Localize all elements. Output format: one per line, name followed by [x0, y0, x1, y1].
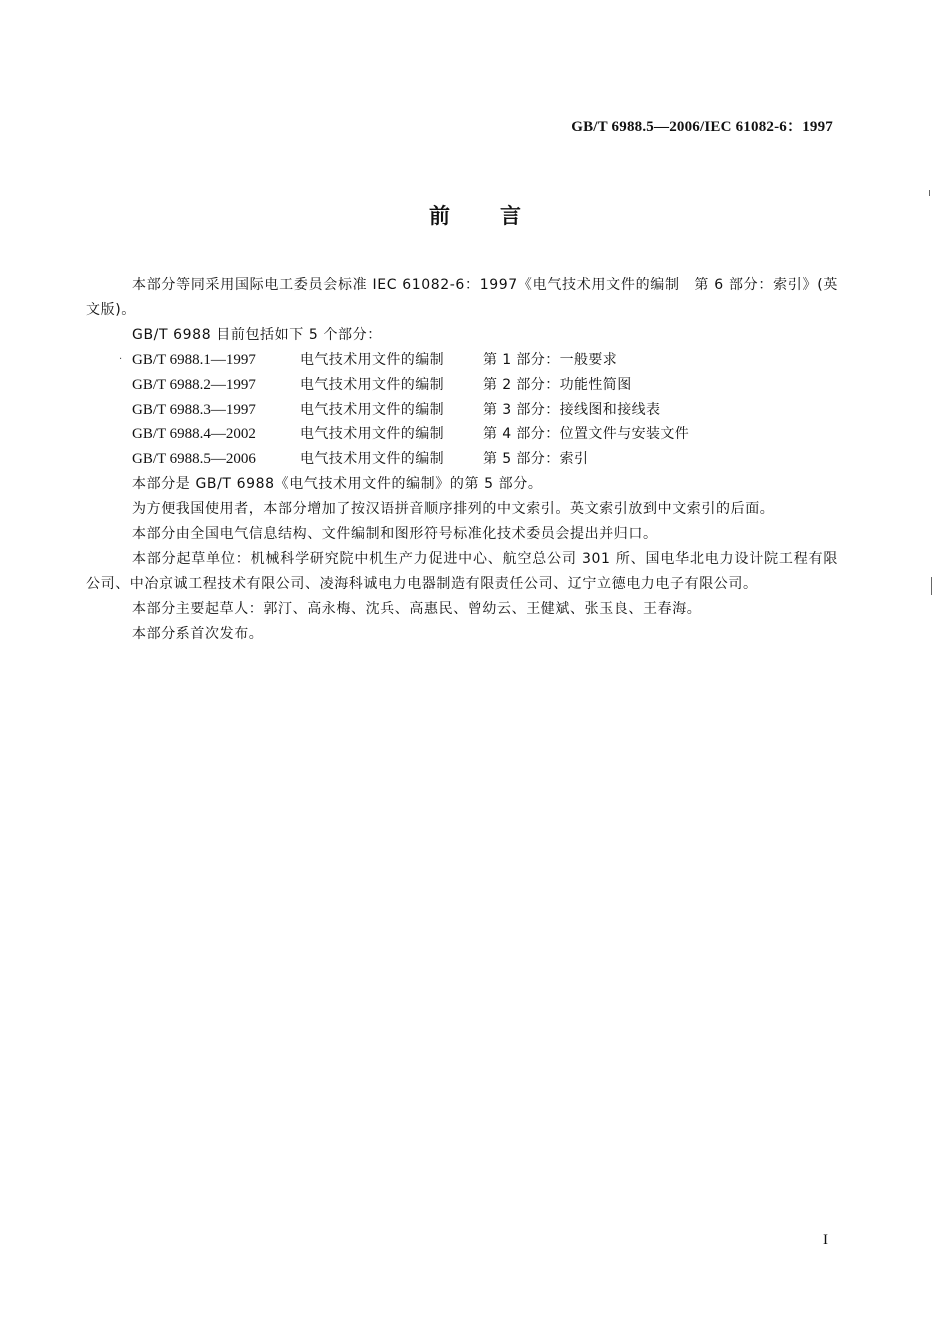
part-code: GB/T 6988.1—1997: [132, 351, 256, 368]
part-title: 电气技术用文件的编制: [300, 401, 444, 418]
standard-code-header: GB/T 6988.5—2006/IEC 61082-6：1997: [571, 119, 833, 135]
paragraph-committee: 本部分由全国电气信息结构、文件编制和图形符号标准化技术委员会提出并归口。: [132, 526, 658, 543]
part-subtitle: 第 5 部分：索引: [483, 451, 589, 468]
part-subtitle: 第 4 部分：位置文件与安装文件: [483, 426, 690, 443]
part-code: GB/T 6988.3—1997: [132, 401, 256, 418]
scan-edge-mark: [929, 190, 930, 196]
part-title: 电气技术用文件的编制: [300, 351, 444, 368]
paragraph-index-note: 为方便我国使用者，本部分增加了按汉语拼音顺序排列的中文索引。英文索引放到中文索引的后面。: [132, 501, 775, 518]
part-subtitle: 第 3 部分：接线图和接线表: [483, 401, 661, 418]
paragraph-drafting-units: 本部分起草单位：机械科学研究院中机生产力促进中心、航空总公司 301 所、国电华北电力设计院工程有限公司、中冶京诚工程技术有限公司、凌海科诚电力电器制造有限责任公司、辽宁立德电力电子有限公司。: [86, 550, 838, 592]
paragraph-parts-intro: GB/T 6988 目前包括如下 5 个部分：: [132, 326, 382, 343]
list-item: [86, 422, 838, 447]
list-item: [86, 373, 838, 398]
part-code: GB/T 6988.5—2006: [132, 451, 256, 468]
part-code: GB/T 6988.4—2002: [132, 426, 256, 443]
scan-artifact-dot: ·: [119, 353, 123, 365]
paragraph-drafters: 本部分主要起草人：郭汀、高永梅、沈兵、高惠民、曾幼云、王健斌、张玉良、王春海。: [132, 600, 702, 617]
parts-list: [86, 348, 838, 473]
list-item: [86, 447, 838, 472]
title-char-1: 前: [429, 204, 450, 228]
scan-edge-mark: [931, 577, 932, 595]
foreword-body: [86, 273, 838, 647]
part-title: 电气技术用文件的编制: [300, 376, 444, 393]
list-item: [86, 348, 838, 373]
title-char-2: 言: [500, 204, 521, 228]
list-item: [86, 398, 838, 423]
page-title: [0, 200, 950, 230]
paragraph-first-release: 本部分系首次发布。: [132, 625, 264, 642]
part-subtitle: 第 1 部分：一般要求: [483, 351, 618, 368]
part-subtitle: 第 2 部分：功能性简图: [483, 376, 632, 393]
paragraph-part-of-series: 本部分是 GB/T 6988《电气技术用文件的编制》的第 5 部分。: [132, 476, 543, 493]
part-title: 电气技术用文件的编制: [300, 451, 444, 468]
part-title: 电气技术用文件的编制: [300, 426, 444, 443]
part-code: GB/T 6988.2—1997: [132, 376, 256, 393]
page-number: I: [823, 1232, 828, 1248]
paragraph-adoption: 本部分等同采用国际电工委员会标准 IEC 61082-6：1997《电气技术用文件的编制 第 6 部分：索引》(英文版)。: [86, 277, 838, 318]
